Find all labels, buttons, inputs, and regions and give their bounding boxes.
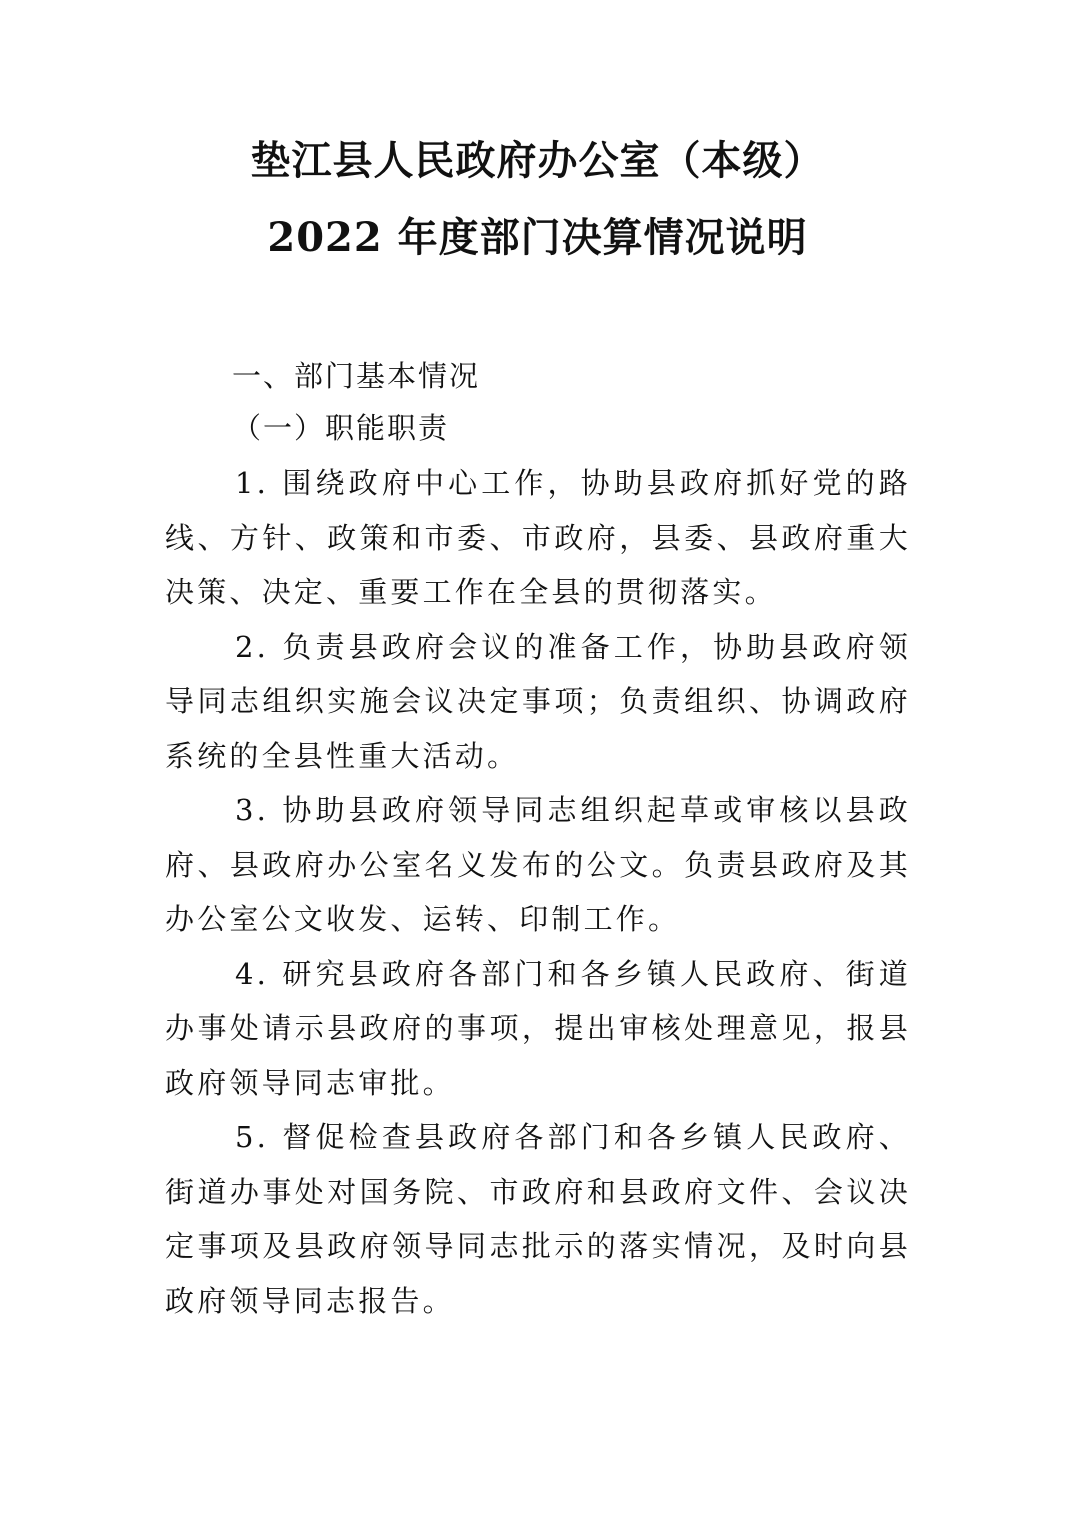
document-title-line2: 2022 年度部门决算情况说明 [267,214,808,261]
section-heading: 一、部门基本情况 [232,359,481,393]
paragraph-1: 1. 围绕政府中心工作，协助县政府抓好党的路线、方针、政策和市委、市政府，县委、县政府重大决策、决定、重要工作在全县的贯彻落实。 [165,466,911,609]
paragraph-5: 5. 督促检查县政府各部门和各乡镇人民政府、街道办事处对国务院、市政府和县政府文件、会议决定事项及县政府领导同志批示的落实情况，及时向县政府领导同志报告。 [165,1120,911,1318]
document-title-line1: 垫江县人民政府办公室（本级） [250,137,825,184]
paragraph-4: 4. 研究县政府各部门和各乡镇人民政府、街道办事处请示县政府的事项，提出审核处理意见，报县政府领导同志审批。 [165,956,911,1100]
paragraph-3: 3. 协助县政府领导同志组织起草或审核以县政府、县政府办公室名义发布的公文。负责县政府及其办公室公文收发、运转、印制工作。 [165,793,911,936]
paragraph-2: 2. 负责县政府会议的准备工作，协助县政府领导同志组织实施会议决定事项；负责组织、协调政府系统的全县性重大活动。 [165,629,911,773]
body-text [165,456,911,1328]
subsection-heading: （一）职能职责 [232,411,450,445]
